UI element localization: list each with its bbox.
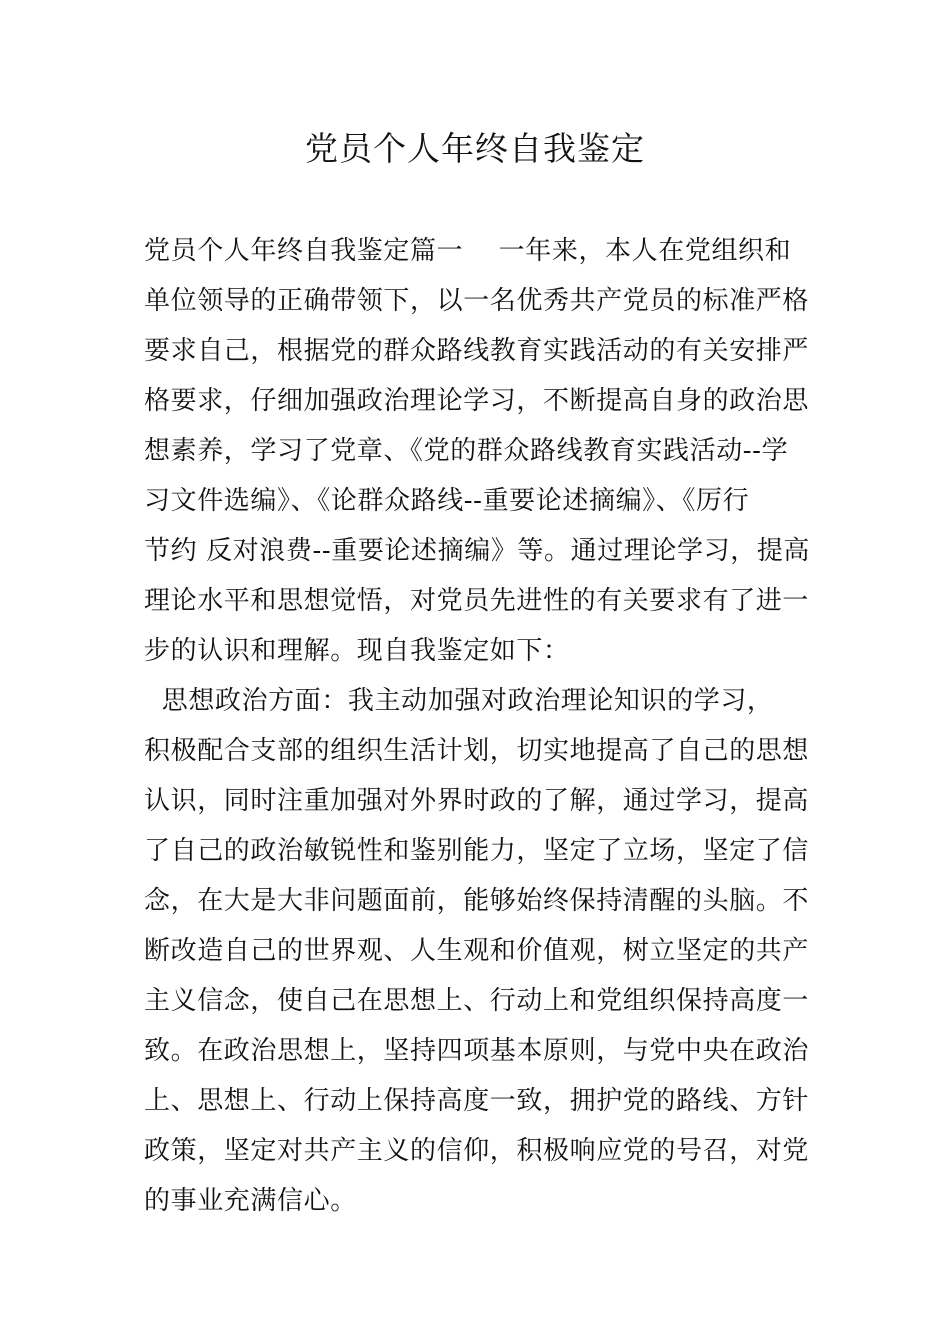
text-line: 理论水平和思想觉悟，对党员先进性的有关要求有了进一 — [144, 586, 810, 616]
document-title: 党员个人年终自我鉴定 — [305, 129, 645, 168]
text-line: 想素养，学习了党章、《党的群众路线教育实践活动--学 — [144, 436, 789, 466]
text-line: 要求自己，根据党的群众路线教育实践活动的有关安排严 — [144, 336, 810, 366]
text-line: 了自己的政治敏锐性和鉴别能力，坚定了立场，坚定了信 — [144, 836, 810, 866]
text-line: 断改造自己的世界观、人生观和价值观，树立坚定的共产 — [144, 936, 810, 966]
paragraph-2 — [144, 676, 808, 1226]
text-line: 积极配合支部的组织生活计划，切实地提高了自己的思想 — [144, 736, 810, 766]
text-line: 上、思想上、行动上保持高度一致，拥护党的路线、方针 — [144, 1086, 810, 1116]
paragraph-1 — [144, 226, 811, 676]
text-line: 思想政治方面：我主动加强对政治理论知识的学习， — [144, 686, 774, 716]
text-line: 认识，同时注重加强对外界时政的了解，通过学习，提高 — [144, 786, 810, 816]
text-line: 念，在大是大非问题面前，能够始终保持清醒的头脑。不 — [144, 886, 810, 916]
text-line: 单位领导的正确带领下，以一名优秀共产党员的标准严格 — [144, 286, 810, 316]
text-line: 格要求，仔细加强政治理论学习，不断提高自身的政治思 — [144, 386, 810, 416]
text-line: 习文件选编》、《论群众路线--重要论述摘编》、《厉行 — [144, 486, 750, 516]
text-line: 的事业充满信心。 — [144, 1186, 357, 1216]
text-line: 节约 反对浪费--重要论述摘编》等。通过理论学习，提高 — [144, 536, 811, 566]
text-line: 政策，坚定对共产主义的信仰，积极响应党的号召，对党 — [144, 1136, 810, 1166]
text-line: 主义信念，使自己在思想上、行动上和党组织保持高度一 — [144, 986, 810, 1016]
text-line: 致。在政治思想上，坚持四项基本原则，与党中央在政治 — [144, 1036, 810, 1066]
text-line: 步的认识和理解。现自我鉴定如下： — [144, 636, 570, 666]
text-line: 党员个人年终自我鉴定篇一 一年来，本人在党组织和 — [144, 236, 792, 266]
